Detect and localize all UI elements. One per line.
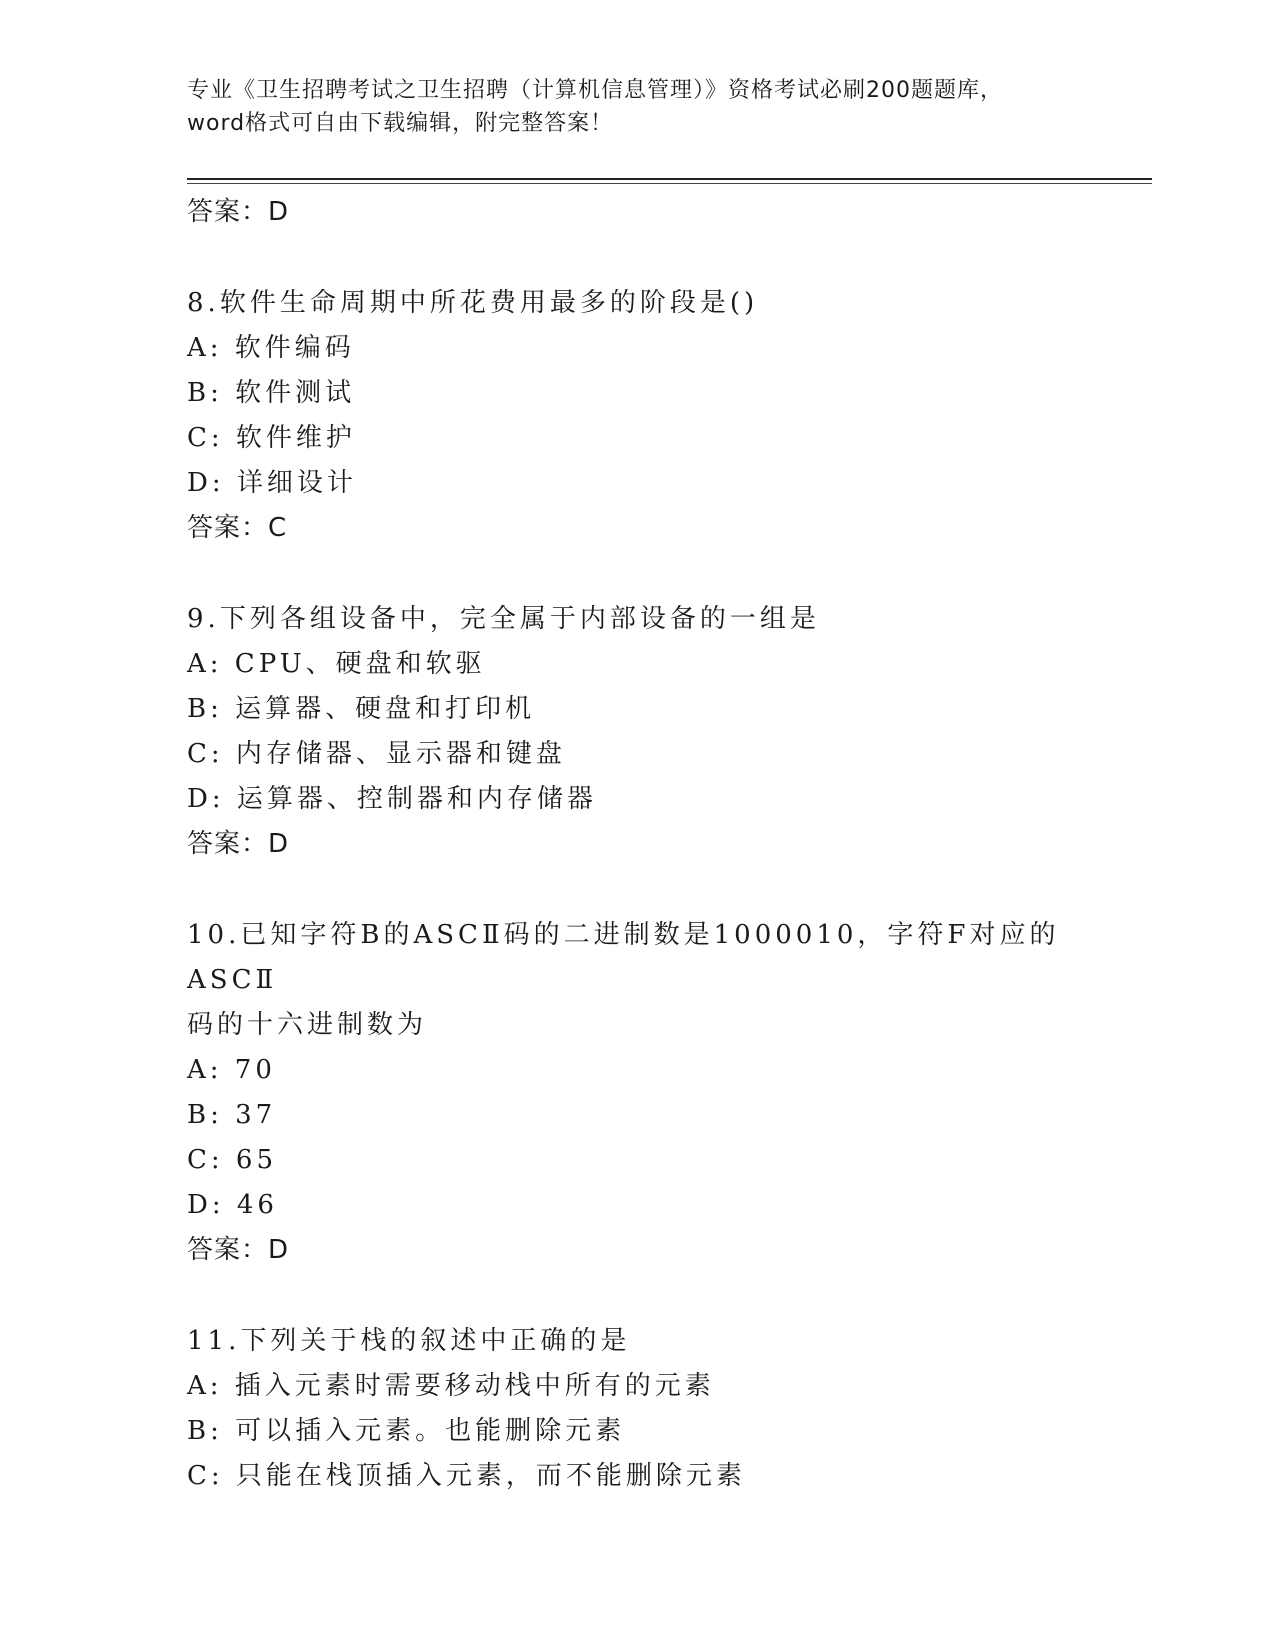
header-divider-thick [187, 178, 1152, 180]
header-line-1: 专业《卫生招聘考试之卫生招聘（计算机信息管理）》资格考试必刷200题题库， [187, 78, 1003, 103]
question-11 [187, 1319, 1087, 1364]
question-number: 11. [187, 1326, 241, 1356]
option-c: C: 软件维护 [187, 423, 356, 453]
question-text: 软件生命周期中所花费用最多的阶段是() [219, 288, 759, 318]
question-9 [187, 597, 1087, 642]
option-c: C: 只能在栈顶插入元素，而不能删除元素 [187, 1461, 746, 1491]
question-number: 8. [187, 288, 220, 318]
question-text-line-1: 已知字符B的ASCⅡ码的二进制数是1000010，字符F对应的ASCⅡ [187, 920, 1060, 995]
option-d: D: 详细设计 [187, 468, 357, 498]
question-number: 9. [187, 604, 220, 634]
option-d: D: 运算器、控制器和内存储器 [187, 784, 597, 814]
answer: 答案：D [187, 1235, 290, 1265]
answer: 答案：D [187, 829, 290, 859]
option-a: A: 70 [187, 1055, 276, 1085]
question-10 [187, 913, 1087, 1048]
option-b: B: 可以插入元素。也能删除元素 [187, 1416, 626, 1446]
header-line-2: word格式可自由下载编辑，附完整答案！ [187, 111, 614, 136]
option-a: A: 插入元素时需要移动栈中所有的元素 [187, 1371, 715, 1401]
question-text-line-2: 码的十六进制数为 [187, 1010, 428, 1040]
question-text: 下列各组设备中，完全属于内部设备的一组是 [219, 604, 820, 634]
option-a: A: 软件编码 [187, 333, 355, 363]
option-c: C: 内存储器、显示器和键盘 [187, 739, 566, 769]
question-number: 10. [187, 920, 241, 950]
question-list [187, 190, 1147, 1499]
header-divider-thin [187, 183, 1152, 184]
option-c: C: 65 [187, 1145, 278, 1175]
document-header [187, 74, 1087, 140]
option-a: A: CPU、硬盘和软驱 [187, 649, 486, 679]
answer-previous-question: 答案：D [187, 197, 290, 227]
option-b: B: 运算器、硬盘和打印机 [187, 694, 536, 724]
option-d: D: 46 [187, 1190, 278, 1220]
question-text: 下列关于栈的叙述中正确的是 [240, 1326, 631, 1356]
question-8 [187, 281, 1087, 326]
option-b: B: 软件测试 [187, 378, 356, 408]
answer: 答案：C [187, 513, 288, 543]
option-b: B: 37 [187, 1100, 277, 1130]
